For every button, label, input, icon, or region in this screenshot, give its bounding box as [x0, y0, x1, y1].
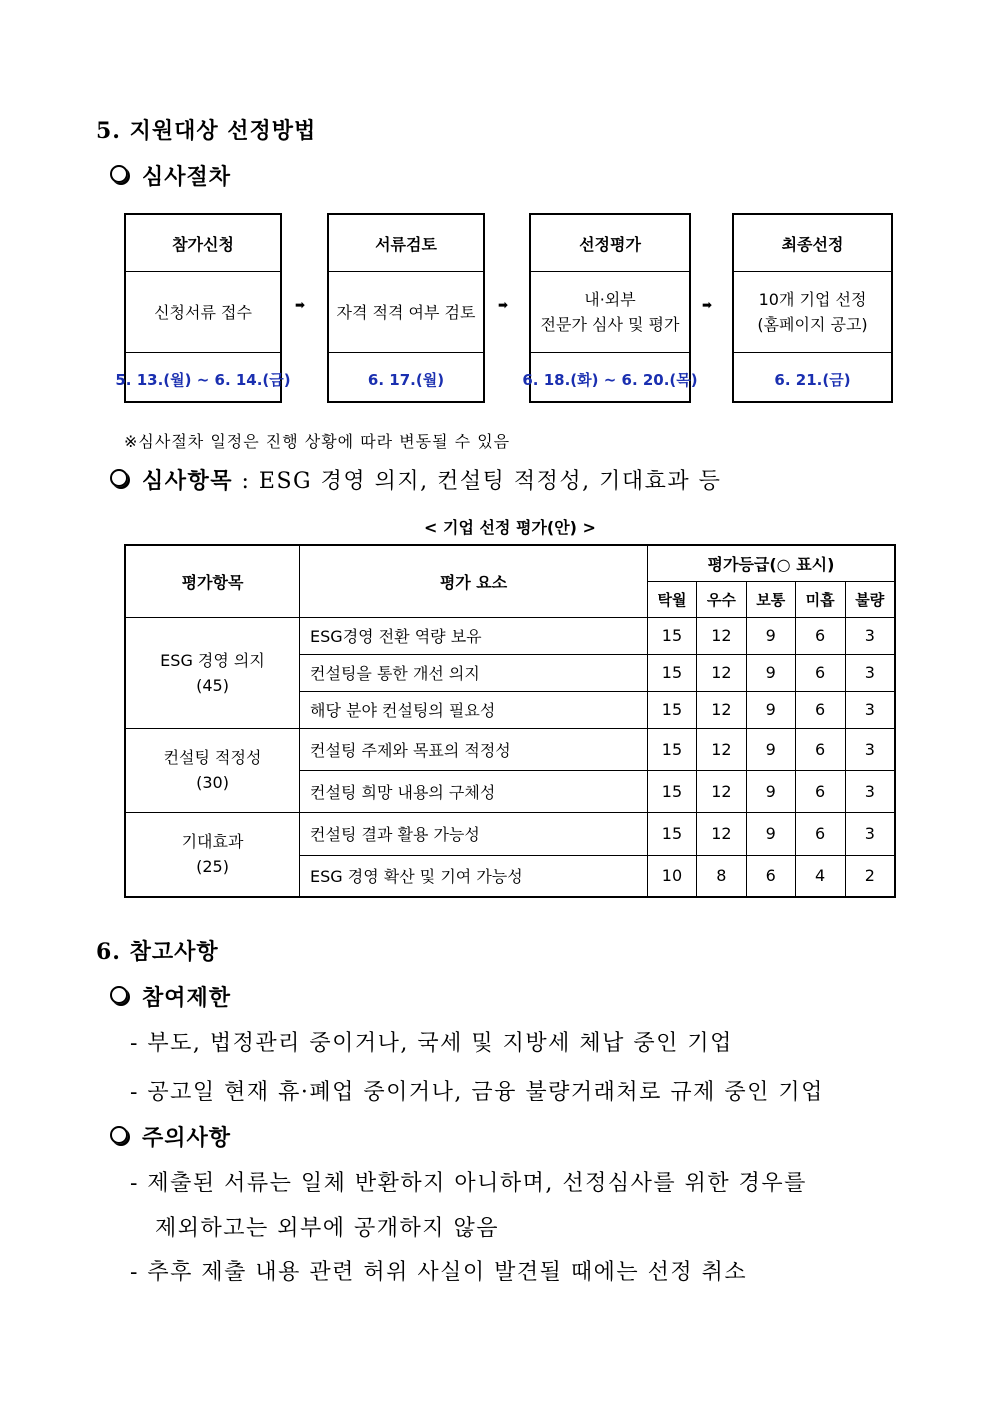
element-cell: ESG경영 전환 역량 보유 — [300, 617, 648, 654]
score-cell: 3 — [845, 654, 895, 691]
group-points: (30) — [196, 773, 229, 792]
score-cell: 3 — [845, 812, 895, 855]
score-cell: 12 — [696, 770, 746, 812]
table-row — [125, 812, 895, 855]
score-cell: 3 — [845, 691, 895, 728]
section-5-title: 5. 지원대상 선정방법 — [96, 118, 317, 144]
evaluation-table — [124, 544, 896, 898]
score-cell: 6 — [795, 691, 845, 728]
group-name: 기대효과 — [181, 832, 244, 852]
score-cell: 15 — [648, 654, 697, 691]
circle-bullet-icon — [110, 1126, 128, 1144]
score-cell: 6 — [795, 812, 845, 855]
criteria-text: : ESG 경영 의지, 컨설팅 적정성, 기대효과 등 — [233, 469, 722, 494]
group-cell — [125, 812, 300, 897]
score-cell: 12 — [696, 691, 746, 728]
schedule-note: ※심사절차 일정은 진행 상황에 따라 변동될 수 있음 — [124, 432, 511, 451]
caution-heading — [110, 1121, 231, 1152]
header-grade: 평가등급(○ 표시) — [648, 545, 895, 581]
participation-item-2: - 공고일 현재 휴·폐업 중이거나, 금융 불량거래처로 규제 중인 기업 — [130, 1080, 824, 1105]
procedure-heading-text: 심사절차 — [142, 164, 232, 190]
score-cell: 6 — [795, 770, 845, 812]
score-cell: 3 — [845, 770, 895, 812]
step-title: 서류검토 — [329, 215, 483, 272]
group-points: (45) — [196, 675, 229, 695]
grade-header: 탁월 — [648, 581, 697, 617]
score-cell: 4 — [795, 855, 845, 897]
element-cell: 해당 분야 컨설팅의 필요성 — [300, 691, 648, 728]
score-cell: 9 — [746, 728, 795, 770]
step-title: 참가신청 — [126, 215, 280, 272]
score-cell: 6 — [795, 617, 845, 654]
element-cell: 컨설팅 결과 활용 가능성 — [300, 812, 648, 855]
element-cell: 컨설팅 주제와 목표의 적정성 — [300, 728, 648, 770]
step-title: 최종선정 — [734, 215, 891, 272]
grade-header: 보통 — [746, 581, 795, 617]
criteria-line — [110, 464, 721, 495]
score-cell: 3 — [845, 728, 895, 770]
header-eval-item: 평가항목 — [125, 545, 300, 617]
score-cell: 9 — [746, 617, 795, 654]
element-cell: 컨설팅을 통한 개선 의지 — [300, 654, 648, 691]
score-cell: 6 — [795, 654, 845, 691]
score-cell: 6 — [795, 728, 845, 770]
score-cell: 12 — [696, 654, 746, 691]
grade-header: 우수 — [696, 581, 746, 617]
participation-heading-text: 참여제한 — [142, 985, 232, 1011]
step-body: 신청서류 접수 — [126, 272, 280, 353]
score-cell: 15 — [648, 770, 697, 812]
step-box-apply — [115, 213, 291, 403]
circle-bullet-icon — [110, 469, 128, 487]
step-box-document-review — [327, 213, 485, 403]
score-cell: 15 — [648, 691, 697, 728]
step-body: 내·외부 전문가 심사 및 평가 — [531, 272, 689, 353]
step-date: 6. 17.(월) — [367, 370, 445, 389]
header-eval-element: 평가 요소 — [300, 545, 648, 617]
group-cell — [125, 617, 300, 728]
score-cell: 9 — [746, 691, 795, 728]
score-cell: 12 — [696, 617, 746, 654]
group-cell — [125, 728, 300, 812]
score-cell: 8 — [696, 855, 746, 897]
table-row — [125, 728, 895, 770]
step-box-final-selection — [732, 213, 893, 403]
criteria-label: 심사항목 — [142, 468, 234, 494]
step-date: 6. 18.(화) ~ 6. 20.(목) — [522, 370, 698, 389]
step-body: 10개 기업 선정 (홈페이지 공고) — [734, 272, 891, 353]
participation-item-1: - 부도, 법정관리 중이거나, 국세 및 지방세 체납 중인 기업 — [130, 1031, 733, 1056]
participation-heading — [110, 981, 231, 1012]
score-cell: 15 — [648, 812, 697, 855]
caution-item-1-line-1: - 제출된 서류는 일체 반환하지 아니하며, 선정심사를 위한 경우를 — [130, 1171, 807, 1196]
section-6-title: 6. 참고사항 — [96, 939, 219, 965]
grade-header: 불량 — [845, 581, 895, 617]
step-body: 자격 적격 여부 검토 — [329, 272, 483, 353]
step-box-evaluation — [522, 213, 698, 403]
score-cell: 15 — [648, 617, 697, 654]
arrow-right-icon: ➡ — [702, 298, 713, 312]
score-cell: 15 — [648, 728, 697, 770]
procedure-heading — [110, 160, 231, 191]
score-cell: 12 — [696, 728, 746, 770]
score-cell: 9 — [746, 812, 795, 855]
circle-bullet-icon — [110, 165, 128, 183]
caution-item-2: - 추후 제출 내용 관련 허위 사실이 발견될 때에는 선정 취소 — [130, 1260, 748, 1285]
circle-bullet-icon — [110, 986, 128, 1004]
arrow-right-icon: ➡ — [295, 298, 306, 312]
element-cell: 컨설팅 희망 내용의 구체성 — [300, 770, 648, 812]
step-date: 5. 13.(월) ~ 6. 14.(금) — [115, 370, 291, 389]
element-cell: ESG 경영 확산 및 기여 가능성 — [300, 855, 648, 897]
score-cell: 10 — [648, 855, 697, 897]
arrow-right-icon: ➡ — [498, 298, 509, 312]
group-name: 컨설팅 적정성 — [163, 748, 262, 767]
table-caption: < 기업 선정 평가(안) > — [424, 518, 596, 537]
step-title: 선정평가 — [531, 215, 689, 272]
score-cell: 3 — [845, 617, 895, 654]
caution-heading-text: 주의사항 — [142, 1125, 232, 1151]
group-points: (25) — [196, 857, 229, 877]
score-cell: 9 — [746, 654, 795, 691]
score-cell: 6 — [746, 855, 795, 897]
score-cell: 12 — [696, 812, 746, 855]
grade-header: 미흡 — [795, 581, 845, 617]
score-cell: 9 — [746, 770, 795, 812]
caution-item-1-line-2: 제외하고는 외부에 공개하지 않음 — [155, 1216, 500, 1241]
step-date: 6. 21.(금) — [774, 370, 851, 389]
score-cell: 2 — [845, 855, 895, 897]
group-name: ESG 경영 의지 — [160, 650, 265, 670]
table-row — [125, 617, 895, 654]
